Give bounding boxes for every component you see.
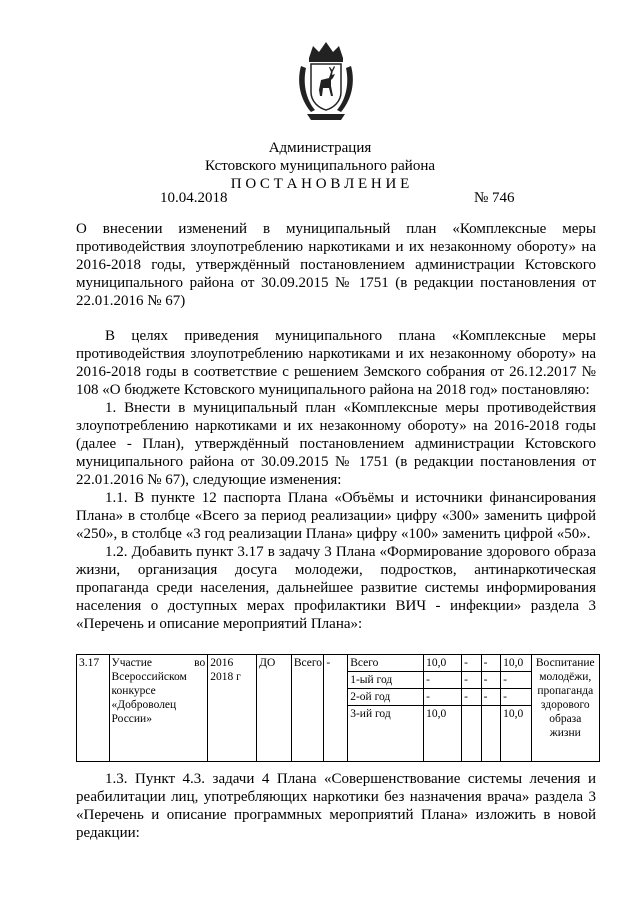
- item-1-3-block: [76, 770, 596, 842]
- cell-value: -: [481, 655, 501, 672]
- cell-value: 10,0: [501, 655, 531, 672]
- cell-period: 2016 2018 г: [208, 655, 257, 762]
- document-body: [76, 327, 596, 633]
- cell-value: -: [462, 689, 482, 706]
- table-row: [77, 655, 600, 672]
- cell-value: -: [501, 672, 531, 689]
- cell-value: -: [501, 689, 531, 706]
- cell-value: -: [424, 689, 462, 706]
- org-name-line1: Администрация: [268, 140, 372, 156]
- cell-expected-result: Воспитание молодёжи, пропаганда здорового образа жизни: [531, 655, 599, 762]
- cell-source: Всего: [291, 655, 324, 762]
- cell-year-label: 1-ый год: [348, 672, 424, 689]
- cell-item-number: 3.17: [77, 655, 110, 762]
- doc-type-title: П О С Т А Н О В Л Е Н И Е: [230, 176, 410, 192]
- cell-value: -: [462, 672, 482, 689]
- cell-year-label: 2-ой год: [348, 689, 424, 706]
- cell-dash: -: [324, 655, 348, 762]
- coat-of-arms-emblem: [295, 40, 357, 122]
- cell-measure-name: Участие во Всероссийском конкурсе «Доброволец России»: [109, 655, 208, 762]
- item-1-2-paragraph: 1.2. Добавить пункт 3.17 в задачу 3 Плана «Формирование здорового образа жизни, организация досуга молодежи, подростков, антинаркотическая пропаганда среди населения, дальнейшее развитие системы информирования населения о доступных мерах профилактики ВИЧ - инфекции» раздела 3 «Перечень и описание мероприятий Плана»:: [76, 544, 596, 632]
- item-1-3-paragraph: 1.3. Пункт 4.3. задачи 4 Плана «Совершенствование системы лечения и реабилитации лиц, употребляющих наркотики без назначения врача» раздела 3 «Перечень и описание программных мероприятий Плана» изложить в новой редакции:: [76, 771, 596, 841]
- cell-year-label: Всего: [348, 655, 424, 672]
- cell-value: -: [481, 689, 501, 706]
- cell-value: -: [462, 655, 482, 672]
- cell-value: 10,0: [424, 706, 462, 762]
- item-1-1-paragraph: 1.1. В пункте 12 паспорта Плана «Объёмы и источники финансирования Плана» в столбце «Всего за период реализации» цифру «300» заменить цифрой «250», в столбце «3 год реализации Плана» цифру «100» заменить цифрой «50».: [76, 490, 596, 542]
- cell-value: [462, 706, 482, 762]
- document-subject: О внесении изменений в муниципальный план «Комплексные меры противодействия злоупотреблению наркотиками и их незаконному обороту» на 2016-2018 годы, утверждённый постановлением администрации Кстовского муниципального района от 30.09.2015 № 1751 (в редакции постановления от 22.01.2016 № 67): [76, 221, 596, 309]
- org-name-line2: Кстовского муниципального района: [204, 158, 436, 174]
- plan-measures-table: [76, 654, 600, 762]
- document-number: № 746: [474, 190, 515, 206]
- cell-value: -: [481, 672, 501, 689]
- cell-value: 10,0: [501, 706, 531, 762]
- cell-year-label: 3-ий год: [348, 706, 424, 762]
- cell-value: -: [424, 672, 462, 689]
- preamble-paragraph: В целях приведения муниципального плана «Комплексные меры противодействия злоупотреблению наркотиками и их незаконному обороту» на 2016-2018 годы в соответствие с решением Земского собрания от 26.12.2017 № 108 «О бюджете Кстовского муниципального района на 2018 год» постановляю:: [76, 328, 596, 398]
- cell-value: 10,0: [424, 655, 462, 672]
- item-1-paragraph: 1. Внести в муниципальный план «Комплексные меры противодействия злоупотреблению наркотиками и их незаконному обороту» на 2016-2018 годы (далее - План), утверждённый постановлением администрации Кстовского муниципального района от 30.09.2015 № 1751 (в редакции постановления от 22.01.2016 № 67), следующие изменения:: [76, 400, 596, 488]
- document-date: 10.04.2018: [160, 190, 228, 206]
- cell-value: [481, 706, 501, 762]
- cell-executor: ДО: [257, 655, 292, 762]
